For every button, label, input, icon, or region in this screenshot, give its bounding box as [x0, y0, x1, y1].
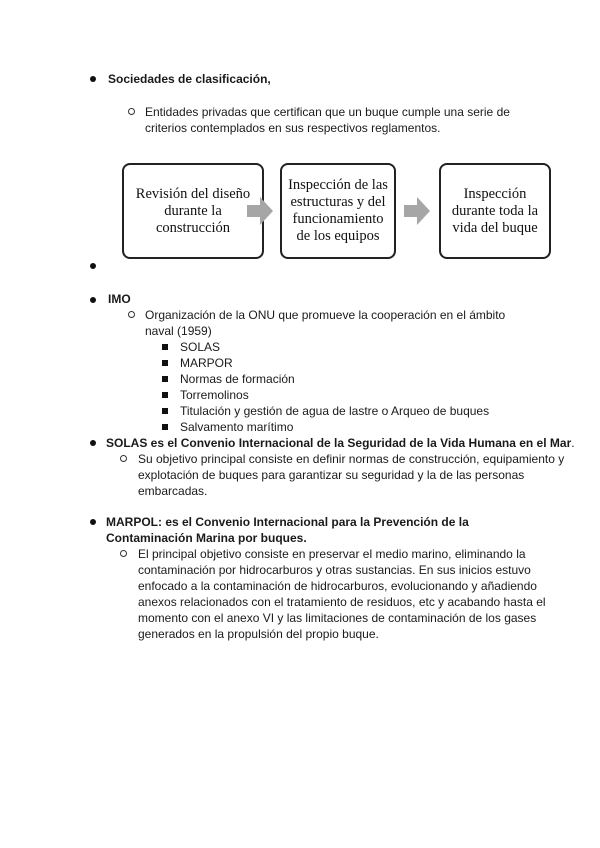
marpol-desc-line: anexos relacionados con el tratamiento de residuos, etc y acabando hasta el — [138, 595, 546, 609]
bullet-icon — [90, 297, 96, 303]
arrow-right-icon — [247, 197, 273, 225]
marpol-title-line1: MARPOL: es el Convenio Internacional para la Prevención de la — [106, 515, 469, 529]
imo-desc-line1: Organización de la ONU que promueve la cooperación en el ámbito — [145, 308, 506, 322]
imo-item: MARPOR — [180, 356, 233, 370]
circle-bullet-icon — [128, 108, 135, 115]
bullet-icon — [90, 76, 96, 82]
sociedades-desc-line1: Entidades privadas que certifican que un buque cumple una serie de — [145, 105, 510, 119]
imo-item: Salvamento marítimo — [180, 420, 294, 434]
marpol-desc-line: momento con el anexo VI y las limitaciones de contaminación de los gases — [138, 611, 537, 625]
marpol-desc-line: contaminación por hidrocarburos y otras sustancias. En sus inicios estuvo — [138, 563, 531, 577]
imo-title: IMO — [108, 292, 131, 306]
imo-item: Normas de formación — [180, 372, 295, 386]
imo-item: SOLAS — [180, 340, 221, 354]
solas-desc-line2: explotación de buques para garantizar su seguridad y la de las personas — [138, 468, 525, 482]
circle-bullet-icon — [120, 455, 127, 462]
solas-desc-line3: embarcadas. — [138, 484, 208, 498]
square-bullet-icon — [162, 360, 168, 366]
solas-title-period: . — [571, 436, 575, 450]
square-bullet-icon — [162, 424, 168, 430]
marpol-desc-line: generados en la propulsión del propio buque. — [138, 627, 379, 641]
solas-title — [106, 435, 575, 451]
solas-title-text: SOLAS es el Convenio Internacional de la Seguridad de la Vida Humana en el Mar — [106, 436, 572, 450]
sociedades-title: Sociedades de clasificación, — [108, 72, 271, 86]
imo-item: Torremolinos — [180, 388, 249, 402]
imo-item: Titulación y gestión de agua de lastre o Arqueo de buques — [180, 404, 490, 418]
process-step-3: Inspección durante toda la vida del buque — [439, 163, 551, 259]
process-step-1: Revisión del diseño durante la construcción — [122, 163, 264, 259]
bullet-icon — [90, 263, 96, 269]
solas-desc-line1: Su objetivo principal consiste en definir normas de construcción, equipamiento y — [138, 452, 565, 466]
bullet-icon — [90, 440, 96, 446]
arrow-right-icon — [404, 197, 430, 225]
marpol-desc-line: enfocado a la contaminación de hidrocarburos, evolucionando y añadiendo — [138, 579, 537, 593]
sociedades-desc-line2: criterios contemplados en sus respectivos reglamentos. — [145, 121, 441, 135]
imo-desc-line2: naval (1959) — [145, 324, 212, 338]
marpol-desc-line: El principal objetivo consiste en preservar el medio marino, eliminando la — [138, 547, 526, 561]
square-bullet-icon — [162, 344, 168, 350]
square-bullet-icon — [162, 392, 168, 398]
square-bullet-icon — [162, 376, 168, 382]
bullet-icon — [90, 519, 96, 525]
circle-bullet-icon — [120, 550, 127, 557]
circle-bullet-icon — [128, 311, 135, 318]
marpol-title-line2: Contaminación Marina por buques. — [106, 531, 307, 545]
process-step-2: Inspección de las estructuras y del funcionamiento de los equipos — [280, 163, 396, 259]
square-bullet-icon — [162, 408, 168, 414]
